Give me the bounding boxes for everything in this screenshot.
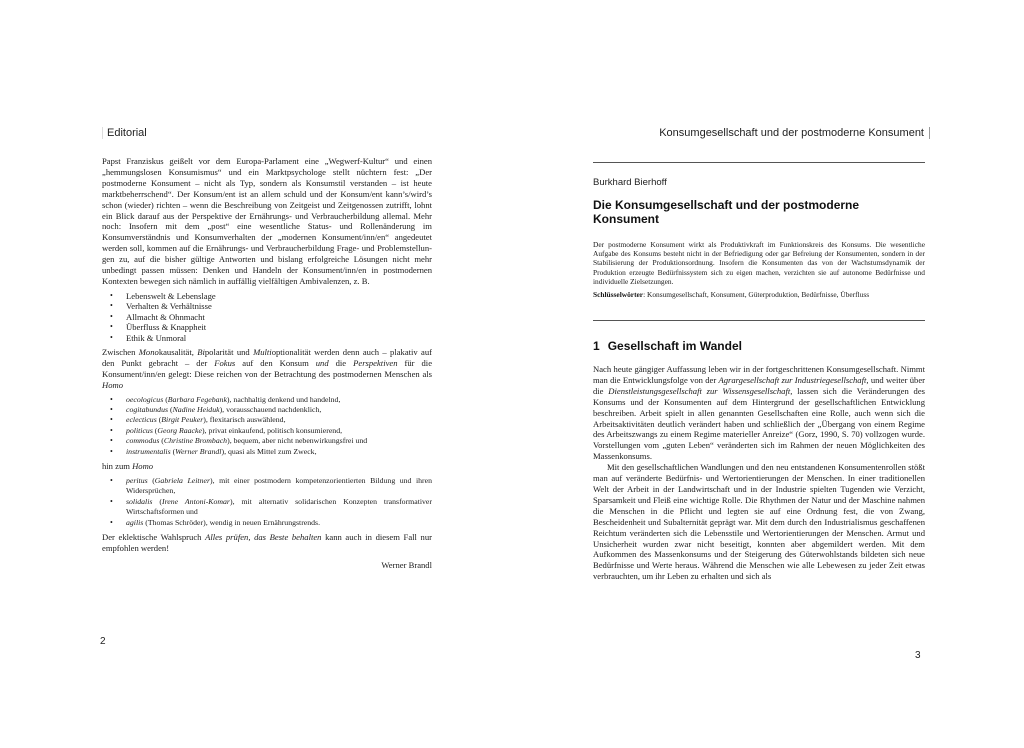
list-item: • Allmacht & Ohnmacht <box>126 312 432 322</box>
abstract <box>593 240 925 299</box>
top-rule <box>593 162 925 163</box>
list-item: • instrumentalis (Werner Brandl), quasi als Mittel zum Zweck, <box>126 447 432 457</box>
article-author: Burkhard Bierhoff <box>593 177 667 188</box>
keywords: Schlüsselwörter: Konsumgesellschaft, Konsument, Güterproduktion, Bedürfnisse, Überfluss <box>593 290 870 300</box>
closing-paragraph: Der eklektische Wahlspruch Alles prüfen, das Beste behalten kann auch in diesem Fall nur empfohlen werden! <box>102 531 432 553</box>
homo-types-list-1 <box>102 395 432 457</box>
list-item: • Ethik & Unmoral <box>126 333 432 343</box>
list-item: • oecologicus (Barbara Fegebank), nachhaltig denkend und handelnd, <box>126 395 432 405</box>
article-paragraph-2: Mit den gesellschaftlichen Wandlungen und den neu entstandenen Konsumentenrollen stößt man auf veränderte Bedürfnis- und Wertorientierungen der Menschen. In einer traditionellen Welt der Arbeit in der Landwirtschaft und in der Industrie spielten Tugenden wie Verzicht, Sparsamkeit und Fleiß eine wichtige Rolle. Die Rhythmen der Natur und der Maschine nahmen die Menschen in die Pflicht und legten sie auf eine Ordnung fest, die von Zwang, Bescheidenheit und Subalternität geprägt war. Mit dem durch den Industrialismus geschaffenen Reichtum veränderten sich die Lebensstile und Wertorientierungen der Menschen. Armut und Unsicherheit wurden zwar nicht beseitigt, konnten aber abgemildert werden. Mit dem Aufkommen des Massenkonsums und der Steigerung des Güterwohlstands bildeten sich neue Bedürfnisse und Werte heraus. Während die Menschen wie alle Lebewesen zu jeder Zeit etwas verbrauchten, um ihr Leben zu erhalten und sich als <box>593 462 925 582</box>
homo-types-list-2 <box>102 476 432 528</box>
editorial-body <box>102 156 432 571</box>
running-head-right: Konsumgesellschaft und der postmoderne Konsument <box>659 127 930 139</box>
article-title: Die Konsumgesellschaft und der postmoderne Konsument <box>593 198 860 226</box>
list-item: • Überfluss & Knappheit <box>126 322 432 332</box>
editorial-paragraph-1: Papst Franziskus geißelt vor dem Europa-Parlament eine „Wegwerf-Kultur“ und einen „hemmungslosen Konsumismus“ und ein Marktpsychologe stellt nüchtern fest: „Der postmoderne Konsument – nicht als Typ, sondern als Konsumstil verstanden – ist heute marktbeherrschend“. Der Konsum/ent ist an allem schuld und der Konsum/ent kann’s/wird’s schon (wieder) richten – wenn die Beschreibung von Zeitgeist und Zeitgenossen zutrifft, lohnt ein Blick darauf aus der Perspektive der Ernährungs- und Verbraucherbildung allemal. Mehr noch: Insofern mit dem „post“ eine wesentliche Status- und Rollenänderung im Konsumverständnis und Konsumverhalten der „modernen Konsument/inn/en“ angedeutet werden soll, kommen auf die Ernährungs- und Verbraucherbildung Frage- und Problemstellungen zu, auf die bisher gültige Antworten und bislang erfolgreiche Lösungen nicht mehr unbedingt passen müssen: Denken und Handeln der Konsument/inn/en in postmodernen Kontexten bewegen sich nämlich in auffällig vielfältigen Ambivalenzen, z. B. <box>102 156 432 286</box>
signature: Werner Brandl <box>381 559 432 570</box>
list-item: • Verhalten & Verhältnisse <box>126 301 432 311</box>
page-number-right: 3 <box>915 650 921 661</box>
list-item: • eclecticus (Birgit Peuker), flexitarisch auswählend, <box>126 415 432 425</box>
running-head-left: Editorial <box>102 127 147 139</box>
ambivalence-list <box>102 291 432 343</box>
list-item: • solidalis (Irene Antoni-Komar), mit alternativ solidarischen Konzepten transformativer Wirtschaftsformen und <box>126 497 432 518</box>
list-item: • cogitabundus (Nadine Heiduk), vorausschauend nachdenklich, <box>126 405 432 415</box>
list-item: • politicus (Georg Raacke), privat einkaufend, politisch konsumierend, <box>126 426 432 436</box>
list-item: • agilis (Thomas Schröder), wendig in neuen Ernährungstrends. <box>126 518 432 528</box>
editorial-paragraph-2: Zwischen Monokausalität, Bipolarität und Multioptionalität werden denn auch – plakativ auf den Punkt gebracht – der Fokus auf den Konsum und die Perspektiven für die Konsument/inn/en gelegt: Diese reichen von der Betrachtung des postmodernen Menschen als Homo <box>102 346 433 390</box>
abstract-rule <box>593 320 925 321</box>
page-number-left: 2 <box>100 636 106 647</box>
abstract-text: Der postmoderne Konsument wirkt als Produktivkraft im Funktionskreis des Konsums. Die wesentliche Aufgabe des Konsums besteht nicht in der Befriedigung oder gar Befreiung der Konsumenten, sondern in der Stabilisierung der Produktionsordnung. Insofern die Konsumenten das von der Wachstumsdynamik der Produktion erzeugte Bedürfnissystem sich zu eigen machen, verzichten sie auf autonome Bedürfnisse und individuelle Zielsetzungen. <box>593 240 925 286</box>
right-page <box>512 0 1024 748</box>
article-body <box>593 364 925 582</box>
list-item: • Lebenswelt & Lebenslage <box>126 291 432 301</box>
list-item: • peritus (Gabriela Leitner), mit einer postmodern kompetenzorientierten Bildung und ihren Widersprüchen, <box>126 476 432 497</box>
section-heading: 1 Gesellschaft im Wandel <box>593 339 742 353</box>
article-paragraph-1: Nach heute gängiger Auffassung leben wir in der fortgeschrittenen Konsumgesellschaft. Nimmt man die Entwicklungsfolge von der Agrargesellschaft zur Industriegesellschaft, und weiter über die Dienstleistungsgesellschaft zur Wissensgesellschaft, lassen sich die Veränderungen des Konsums und der Konsumenten auf dem Hintergrund der gesellschaftlichen Entwicklung beschreiben. Arbeit spielt in allen genannten Gesellschaften eine Rolle, auch wenn sich die Arbeitsaktivitäten deutlich verändert haben und schließlich der „Übergang von einem Regime des Arbeitszwangs zu einem Regime materieller Anreize“ (Gorz, 1990, S. 70) vollzogen wurde. Vorstellungen vom „guten Leben“ veränderten sich im Rahmen der neuen Möglichkeiten des Massenkonsums. <box>593 364 925 462</box>
hin-zum-line: hin zum Homo <box>102 460 154 471</box>
list-item: • commodus (Christine Brombach), bequem, aber nicht nebenwirkungsfrei und <box>126 436 432 446</box>
